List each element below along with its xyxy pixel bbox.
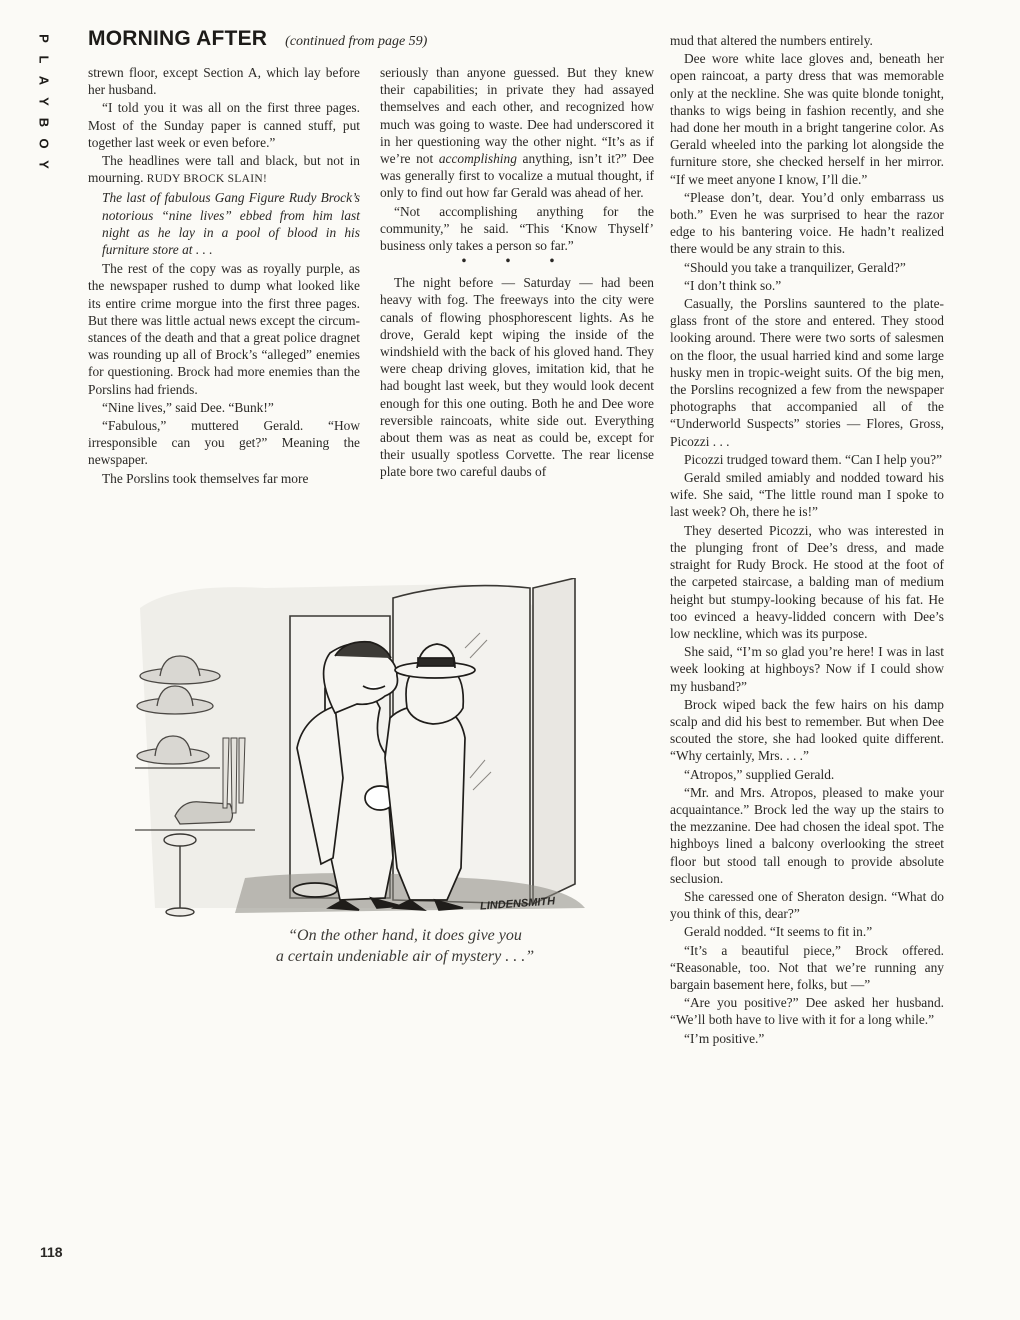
paragraph: “Not accomplishing anything for the community,” he said. “This ‘Know Thyself’ business only takes a person so far.” [380, 203, 654, 254]
paragraph: They deserted Picozzi, who was interested in the plunging front of Dee’s dress, and made straight for Rudy Brock. He stood at the foot of the carpeted staircase, a balding man of medium height but stumpy-looking because of his fat. He too evinced a heavy-lidded concern with Dee’s low neckline, which was its purpose. [670, 522, 944, 641]
paragraph: “Nine lives,” said Dee. “Bunk!” [102, 399, 274, 415]
paragraph: Dee wore white lace gloves and, beneath her open raincoat, a party dress that was memorable only at the neckline. She was quite blonde tonight, thanks to wigs being in fashion recently, and she had done her mouth in a bright tangerine color. As Gerald wheeled into the parking lot alongside the furniture store, she checked herself in her mirror. “If we meet anyone I know, I’ll die.” [670, 51, 944, 187]
paragraph: seriously than anyone guessed. But they knew their capabilities; in private they had assayed themselves and each other, and recognized how much was going to waste. Dee had underscored it in her questioning way the other night. “It’s as if we’re not accomplishing anything, isn’t it?” Dee was generally first to vocalize a mutual thought, if only to find out how far Gerald was ahead of her. [380, 65, 654, 201]
article-header [88, 27, 648, 57]
paragraph: She caressed one of Sheraton design. “What do you think of this, dear?” [670, 888, 944, 922]
paragraph: Gerald smiled amiably and nodded toward his wife. She said, “The little round man I spoke to last week? Oh, there he is!” [670, 470, 944, 520]
paragraph: The rest of the copy was as royally purple, as the newspaper rushed to dump what looked like its entire crime morgue into the first three pages. But there was little actual news except the circumstances of the death and that a great police dragnet was rounding up all of Brock’s “alleged” enemies for questioning. Brock had more enemies than the Porslins had friends. [88, 261, 360, 397]
paragraph: She said, “I’m so glad you’re here! I was in last week looking at highboys? Now if I could show my husband?” [670, 644, 944, 694]
paragraph: “I don’t think so.” [684, 277, 782, 293]
newspaper-quote: The last of fabulous Gang Figure Rudy Brock’s notorious “nine lives” ebbed from him last night as he lay in a pool of blood in his furniture store at . . . [102, 190, 360, 258]
continuation-note: (continued from page 59) [285, 34, 428, 49]
paragraph: “I’m positive.” [684, 1030, 765, 1046]
cartoon-caption [150, 925, 660, 967]
paragraph: “Atropos,” supplied Gerald. [684, 766, 835, 782]
paragraph: “I told you it was all on the first three pages. Most of the Sunday paper is canned stuff, put together last week or even before.” [88, 100, 360, 150]
page-number: 118 [40, 1244, 63, 1260]
newspaper-headline: RUDY BROCK SLAIN! [146, 173, 268, 186]
paragraph: Gerald nodded. “It seems to fit in.” [684, 924, 873, 940]
cartoonist-signature: LINDENSMITH [479, 895, 556, 913]
paragraph: Casually, the Porslins sauntered to the plate-glass front of the store and entered. They stood looking around. There were two sorts of salesmen on the floor, the usual harried kind and some large husky men in tropic-weight suits. Of the big men, the Porslins recognized a few from the newspaper photographs that accompanied all of the “Underworld Suspects” stories — Flores, Gross, Picozzi . . . [670, 296, 944, 449]
article-title: MORNING AFTER [88, 27, 268, 50]
paragraph: “Should you take a tranquilizer, Gerald?” [684, 259, 906, 275]
paragraph: “It’s a beautiful piece,” Brock offered. “Reasonable, too. Not that we’re running any bargain basement here, folks, but —” [670, 942, 944, 992]
text-column-2 [380, 64, 654, 482]
section-break: • • • [461, 253, 573, 269]
caption-line: a certain undeniable air of mystery . . .” [275, 948, 535, 965]
paragraph: “Are you positive?” Dee asked her husband. “We’ll both have to live with it for a long while.” [670, 995, 944, 1028]
paragraph: “Please don’t, dear. You’d only embarrass us both.” Even he was surprised to hear the razor edge to his bantering voice. He hadn’t realized there would be any strain to this. [670, 189, 944, 257]
caption-line: “On the other hand, it does give you [288, 927, 522, 944]
paragraph: “Fabulous,” muttered Gerald. “How irresponsible can you get?” Meaning the newspaper. [88, 418, 360, 468]
paragraph: “Mr. and Mrs. Atropos, pleased to make your acquaintance.” Brock led the way up the stairs to the mezzanine. Dee had chosen the ideal spot. The highboys lined a balcony overlooking the street floor but stood tall enough to provide absolute seclusion. [670, 784, 944, 886]
paragraph: The headlines were tall and black, but not in mourning. RUDY BROCK SLAIN! [88, 153, 360, 186]
paragraph: mud that altered the numbers entirely. [670, 33, 873, 48]
text-column-3 [670, 32, 944, 1048]
paragraph: Picozzi trudged toward them. “Can I help you?” [684, 451, 943, 467]
paragraph: Brock wiped back the few hairs on his damp scalp and did his best to remember. But when Dee scouted the store, she had looked quite different. “Why certainly, Mrs. . . .” [670, 696, 944, 764]
paragraph: strewn floor, except Section A, which lay before her husband. [88, 65, 360, 98]
spine-masthead: P L A Y B O Y [36, 34, 52, 169]
paragraph: The Porslins took themselves far more [102, 470, 309, 486]
text-column-1 [88, 64, 360, 488]
cartoon-illustration [135, 578, 655, 923]
paragraph: The night before — Saturday — had been heavy with fog. The freeways into the city were canals of flowing phosphorescent lights. As he drove, Gerald kept wiping the inside of the windshield with the back of his gloved hand. They were cheap driving gloves, imitation kid, that he had bought last week, but they would look decent enough for this one outing. Both he and Dee wore reversible raincoats, white side out. Everything about them was as neat as could be, except for their usually spotless Corvette. The rear license plate bore two careful daubs of [380, 275, 654, 480]
